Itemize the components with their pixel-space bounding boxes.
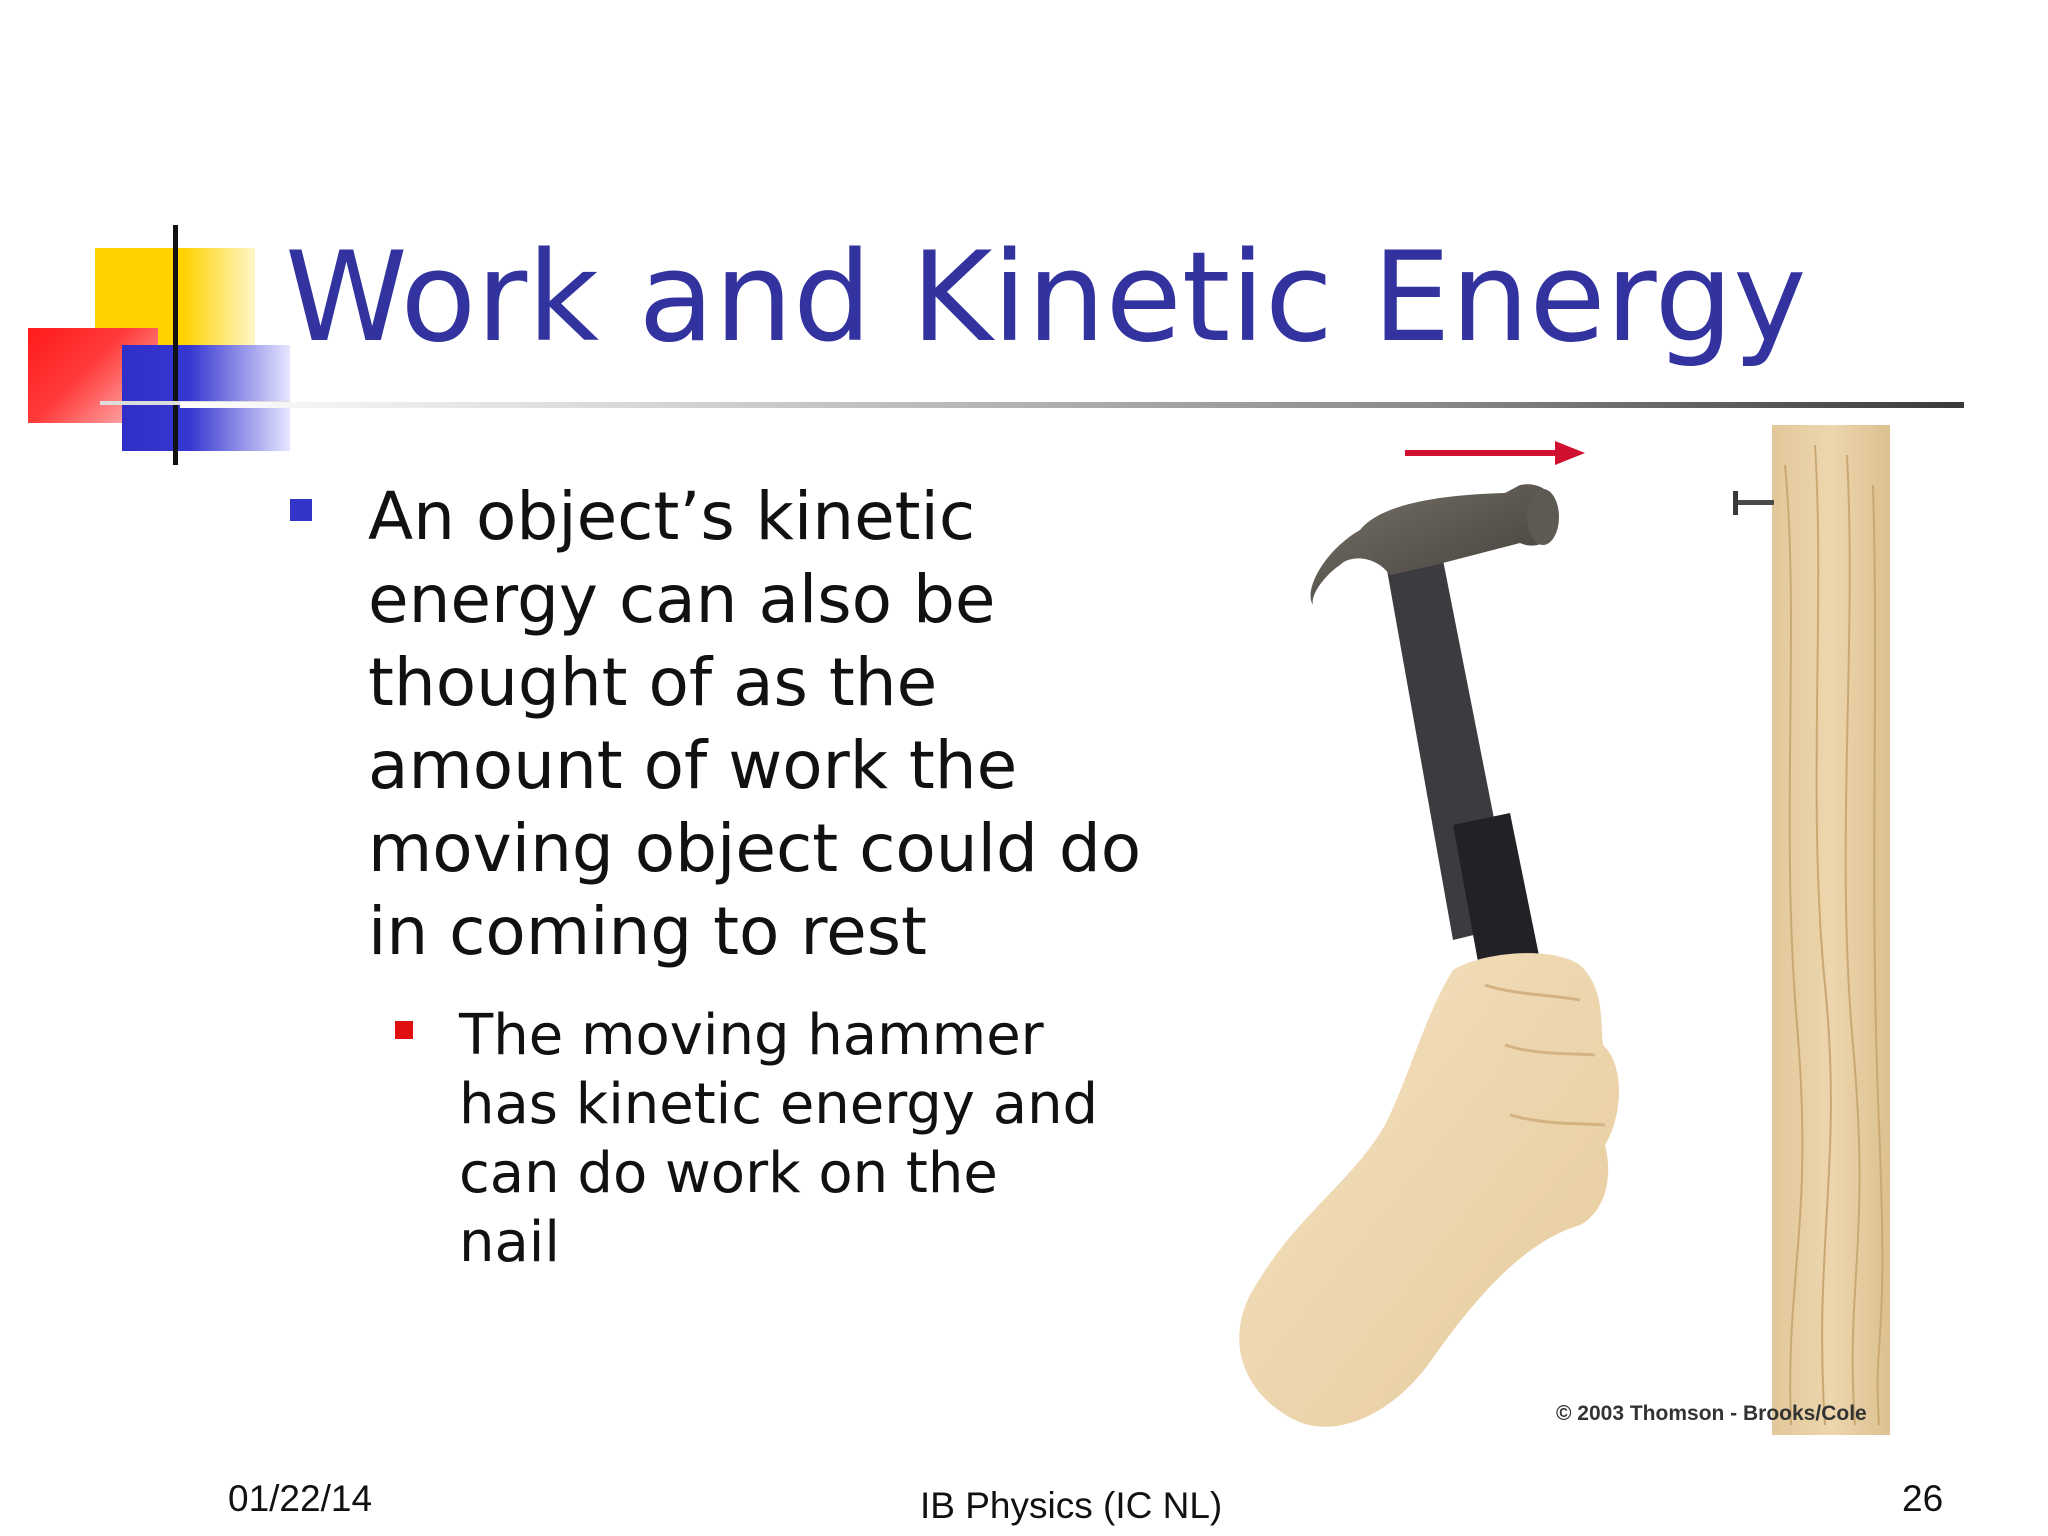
sub-bullet-text: The moving hammer has kinetic energy and can do work on the nail <box>459 1003 1099 1275</box>
wooden-board <box>1772 425 1890 1435</box>
sub-bullet-item <box>395 1001 1099 1277</box>
hammer-nail-figure <box>1185 425 1925 1440</box>
footer-course: IB Physics (IC NL) <box>920 1485 1223 1526</box>
footer-page-number: 26 <box>1902 1478 1944 1519</box>
decor-vertical-line <box>173 225 178 465</box>
nail-icon <box>1733 491 1774 515</box>
image-credit: © 2003 Thomson - Brooks/Cole <box>1556 1402 1867 1425</box>
bullet-square-icon <box>290 499 312 521</box>
footer-date: 01/22/14 <box>228 1478 373 1519</box>
sub-bullet-square-icon <box>395 1021 413 1039</box>
bullet-list <box>290 475 1190 1277</box>
decor-blue-square <box>122 345 290 451</box>
title-underline <box>180 402 1964 408</box>
motion-arrow-icon <box>1405 441 1585 465</box>
bullet-text: An object’s kinetic energy can also be thought of as the amount of work the moving object could do in coming to rest <box>368 478 1142 970</box>
hammer-illustration <box>1185 425 1925 1440</box>
slide-title: Work and Kinetic Energy <box>285 226 1807 370</box>
hammer-icon <box>1311 484 1559 1000</box>
bullet-item <box>290 475 1190 973</box>
hand-arm <box>1239 953 1619 1427</box>
